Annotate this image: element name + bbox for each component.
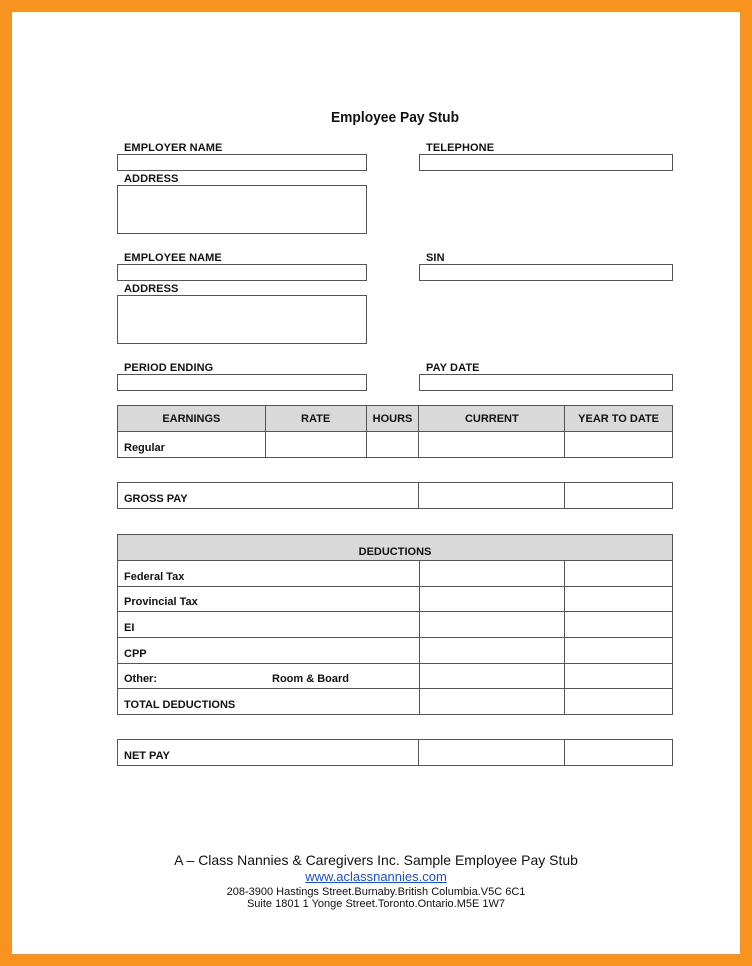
- other-row-label: [118, 663, 420, 689]
- year-to-date-header: YEAR TO DATE: [565, 406, 673, 432]
- period-ending-field[interactable]: [117, 374, 367, 391]
- ei-ytd-cell[interactable]: [565, 612, 673, 638]
- net-pay-table: [117, 739, 673, 766]
- total-deductions-label: TOTAL DEDUCTIONS: [118, 689, 420, 715]
- sin-field[interactable]: [419, 264, 673, 281]
- hours-header: HOURS: [366, 406, 419, 432]
- net-pay-label: NET PAY: [118, 740, 419, 766]
- employer-address-label: ADDRESS: [124, 173, 179, 185]
- regular-hours-cell[interactable]: [366, 432, 419, 458]
- footer-website-link[interactable]: www.aclassnannies.com: [305, 869, 447, 884]
- deductions-header: DEDUCTIONS: [118, 535, 673, 561]
- pay-date-label: PAY DATE: [426, 362, 480, 374]
- provincial-tax-ytd-cell[interactable]: [565, 586, 673, 612]
- employer-address-field[interactable]: [117, 185, 367, 234]
- pay-date-field[interactable]: [419, 374, 673, 391]
- gross-pay-current-cell[interactable]: [419, 483, 565, 509]
- provincial-tax-current-cell[interactable]: [419, 586, 565, 612]
- cpp-label: CPP: [118, 638, 420, 664]
- other-current-cell[interactable]: [419, 663, 565, 689]
- ei-current-cell[interactable]: [419, 612, 565, 638]
- room-board-label: Room & Board: [272, 673, 349, 686]
- gross-pay-label: GROSS PAY: [118, 483, 419, 509]
- cpp-ytd-cell[interactable]: [565, 638, 673, 664]
- regular-rate-cell[interactable]: [265, 432, 366, 458]
- footer-address-toronto: Suite 1801 1 Yonge Street.Toronto.Ontario.M5E 1W7: [246, 898, 506, 910]
- sin-label: SIN: [426, 252, 445, 264]
- regular-label: Regular: [118, 432, 266, 458]
- other-ytd-cell[interactable]: [565, 663, 673, 689]
- period-ending-label: PERIOD ENDING: [124, 362, 214, 374]
- page-title: Employee Pay Stub: [330, 109, 460, 126]
- employee-address-field[interactable]: [117, 295, 367, 344]
- rate-header: RATE: [265, 406, 366, 432]
- ei-label: EI: [118, 612, 420, 638]
- footer: [0, 852, 752, 910]
- federal-tax-current-cell[interactable]: [419, 561, 565, 587]
- gross-pay-ytd-cell[interactable]: [565, 483, 673, 509]
- gross-pay-table: [117, 482, 673, 509]
- cpp-current-cell[interactable]: [419, 638, 565, 664]
- net-pay-ytd-cell[interactable]: [565, 740, 673, 766]
- other-label: Other:: [124, 673, 157, 686]
- employer-name-field[interactable]: [117, 154, 367, 171]
- provincial-tax-label: Provincial Tax: [118, 586, 420, 612]
- employee-name-field[interactable]: [117, 264, 367, 281]
- footer-address-burnaby: 208-3900 Hastings Street.Burnaby.British Columbia.V5C 6C1: [226, 886, 526, 898]
- telephone-label: TELEPHONE: [426, 142, 495, 154]
- regular-current-cell[interactable]: [419, 432, 565, 458]
- employee-name-label: EMPLOYEE NAME: [124, 252, 222, 264]
- employee-address-label: ADDRESS: [124, 283, 179, 295]
- federal-tax-label: Federal Tax: [118, 561, 420, 587]
- net-pay-current-cell[interactable]: [419, 740, 565, 766]
- telephone-field[interactable]: [419, 154, 673, 171]
- federal-tax-ytd-cell[interactable]: [565, 561, 673, 587]
- total-deductions-ytd-cell[interactable]: [565, 689, 673, 715]
- employer-name-label: EMPLOYER NAME: [124, 142, 223, 154]
- earnings-table: [117, 405, 673, 458]
- total-deductions-current-cell[interactable]: [419, 689, 565, 715]
- footer-company-line: A – Class Nannies & Caregivers Inc. Sample Employee Pay Stub: [174, 852, 578, 868]
- deductions-table: [117, 534, 673, 715]
- earnings-header: EARNINGS: [118, 406, 266, 432]
- current-header: CURRENT: [419, 406, 565, 432]
- regular-ytd-cell[interactable]: [565, 432, 673, 458]
